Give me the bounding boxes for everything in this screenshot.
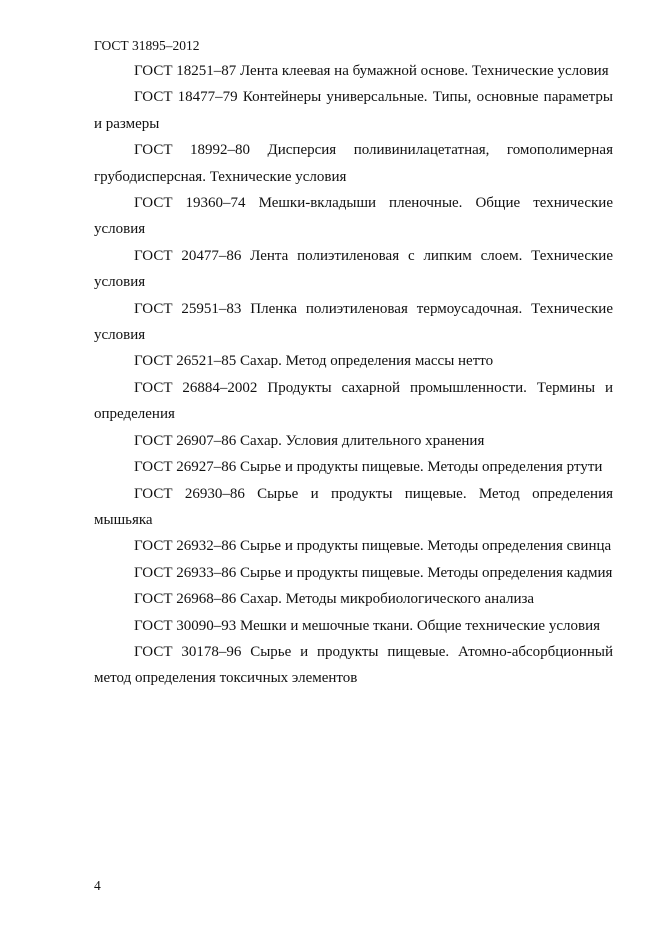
page-number: 4 — [94, 878, 101, 893]
reference-item: ГОСТ 26930–86 Сырье и продукты пищевые. Метод определения мышьяка — [94, 485, 613, 528]
reference-item: ГОСТ 26968–86 Сахар. Методы микробиологического анализа — [134, 591, 535, 608]
reference-item: ГОСТ 18477–79 Контейнеры универсальные. Типы, основные параметры и размеры — [94, 89, 613, 132]
reference-item: ГОСТ 30090–93 Мешки и мешочные ткани. Общие технические условия — [134, 617, 600, 634]
normative-references-list — [94, 58, 613, 692]
reference-item: ГОСТ 18992–80 Дисперсия поливинилацетатная, гомополимерная грубодисперсная. Технические условия — [94, 142, 613, 185]
reference-item: ГОСТ 18251–87 Лента клеевая на бумажной основе. Технические условия — [134, 63, 609, 79]
reference-item: ГОСТ 25951–83 Пленка полиэтиленовая термоусадочная. Технические условия — [94, 300, 613, 344]
reference-item: ГОСТ 26884–2002 Продукты сахарной промышленности. Термины и определения — [94, 379, 613, 423]
reference-item: ГОСТ 30178–96 Сырье и продукты пищевые. Атомно-абсорбционный метод определения токсичных элементов — [94, 643, 613, 687]
reference-item: ГОСТ 19360–74 Мешки-вкладыши пленочные. Общие технические условия — [94, 195, 613, 238]
reference-item: ГОСТ 26927–86 Сырье и продукты пищевые. Методы определения ртути — [134, 459, 603, 476]
reference-item: ГОСТ 26521–85 Сахар. Метод определения массы нетто — [134, 353, 494, 370]
running-header: ГОСТ 31895–2012 — [94, 38, 200, 53]
reference-item: ГОСТ 26933–86 Сырье и продукты пищевые. Методы определения кадмия — [134, 564, 613, 581]
reference-item: ГОСТ 20477–86 Лента полиэтиленовая с липким слоем. Технические условия — [94, 247, 613, 291]
reference-item: ГОСТ 26907–86 Сахар. Условия длительного хранения — [134, 432, 485, 449]
reference-item: ГОСТ 26932–86 Сырье и продукты пищевые. Методы определения свинца — [134, 538, 612, 555]
